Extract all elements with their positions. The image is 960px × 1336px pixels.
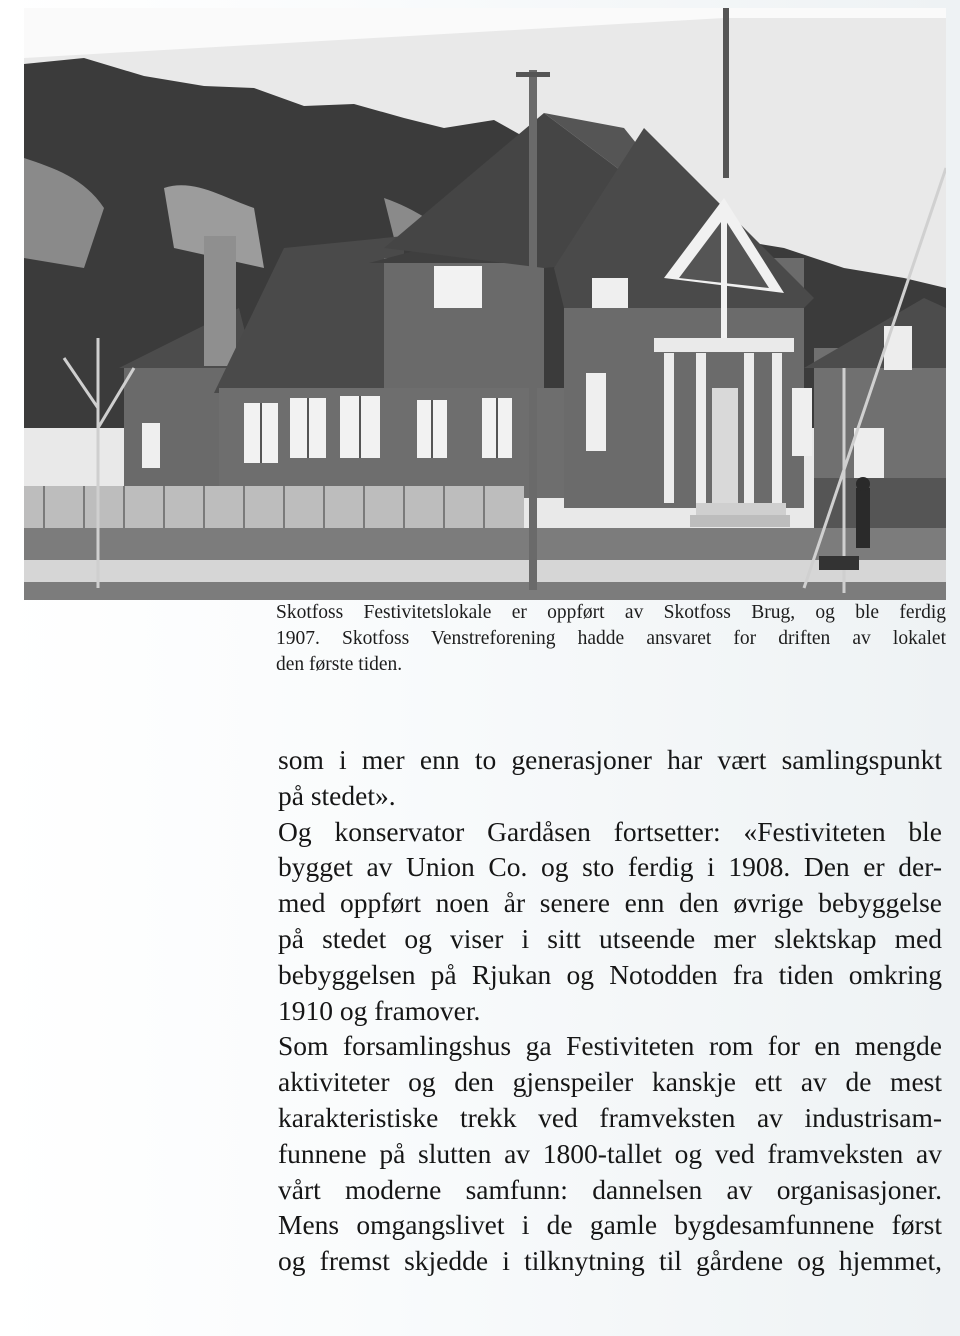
historical-photo xyxy=(24,8,946,600)
body-line: på stedet». xyxy=(278,779,396,811)
body-line: Og konservator Gardåsen fortsetter: «Festiviteten ble xyxy=(278,815,942,847)
body-line: og fremst skjedde i tilknytning til gårdene og hjemmet, xyxy=(278,1245,942,1277)
body-line: aktiviteter og den gjenspeiler kanskje ett av de mest xyxy=(278,1066,942,1098)
body-line: med oppført noen år senere enn den øvrige bebyggelse xyxy=(278,887,942,919)
photo-caption xyxy=(276,600,946,678)
body-line: karakteristiske trekk ved framveksten av industrisam- xyxy=(278,1101,942,1133)
body-line: funnene på slutten av 1800-tallet og ved framveksten av xyxy=(278,1137,942,1169)
body-line: bygget av Union Co. og sto ferdig i 1908. Den er der- xyxy=(278,851,942,883)
body-line: Som forsamlingshus ga Festiviteten rom for en mengde xyxy=(278,1030,942,1062)
body-line: vårt moderne samfunn: dannelsen av organisasjoner. xyxy=(278,1173,942,1205)
body-line: bebyggelsen på Rjukan og Notodden fra tiden omkring xyxy=(278,958,942,990)
building-photo-illustration xyxy=(24,8,946,600)
body-line: som i mer enn to generasjoner har vært samlingspunkt xyxy=(278,744,942,775)
body-line: på stedet og viser i sitt utseende mer slektskap med xyxy=(278,922,942,954)
caption-line: Skotfoss Festivitetslokale er oppført av Skotfoss Brug, og ble ferdig xyxy=(276,602,946,623)
caption-line: 1907. Skotfoss Venstreforening hadde ansvaret for driften av lokalet xyxy=(276,628,946,649)
body-paragraphs xyxy=(278,742,942,1279)
body-line: 1910 og framover. xyxy=(278,994,481,1026)
caption-line: den første tiden. xyxy=(276,654,403,675)
body-line: Mens omgangslivet i de gamle bygdesamfunnene først xyxy=(278,1209,942,1241)
